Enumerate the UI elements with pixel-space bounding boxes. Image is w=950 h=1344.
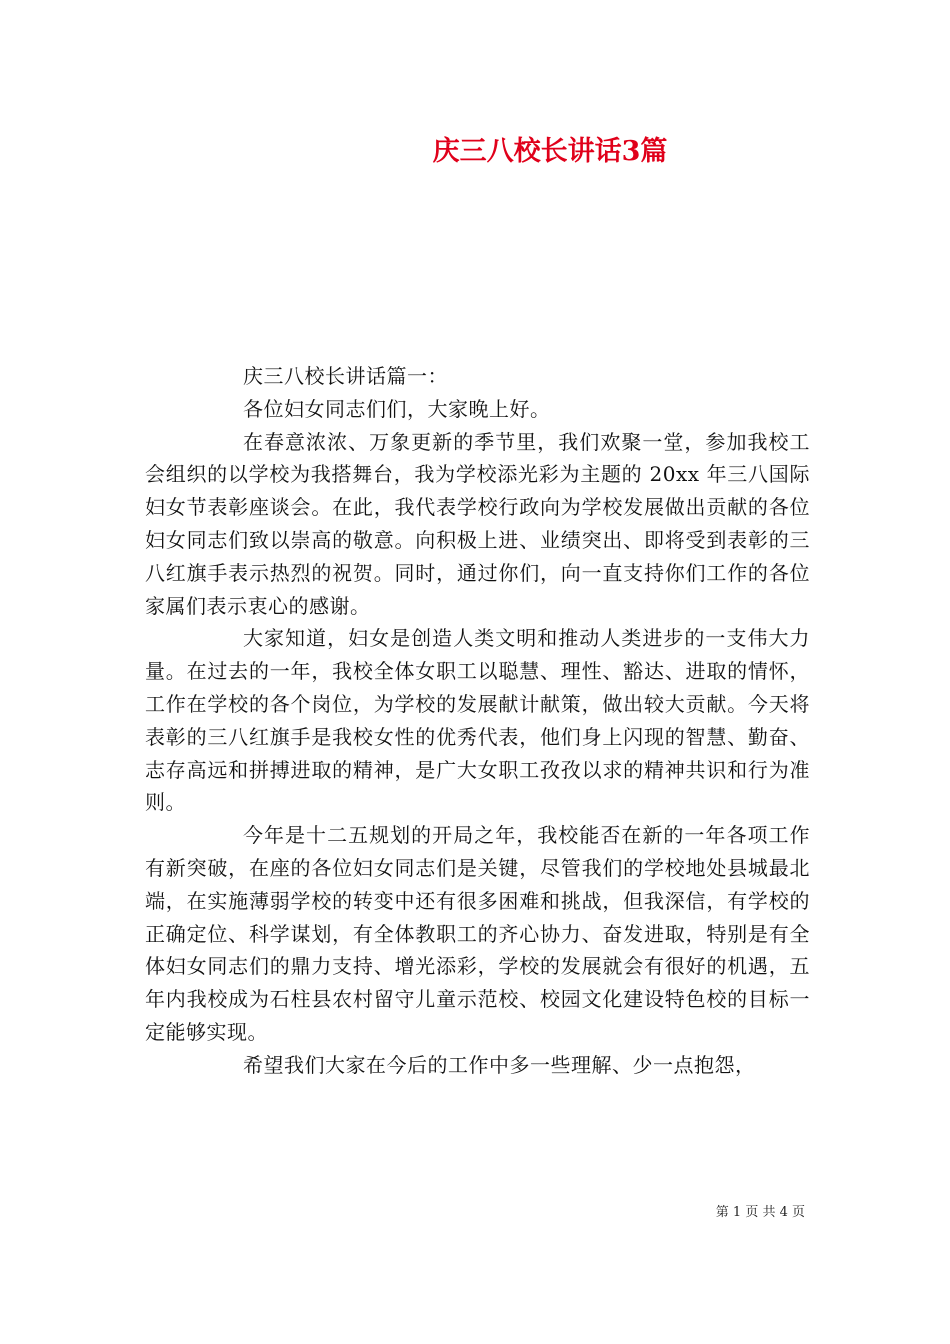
section-heading: 庆三八校长讲话篇一： <box>243 364 448 388</box>
page-footer: 第 1 页 共 4 页 <box>715 1205 805 1220</box>
document-body <box>145 360 810 1082</box>
paragraph-1: 在春意浓浓、万象更新的季节里，我们欢聚一堂，参加我校工会组织的以学校为我搭舞台，我为学校添光彩为主题的 20xx 年三八国际妇女节表彰座谈会。在此，我代表学校行政向为学校发展做出贡献的各位妇女同志们致以崇高的敬意。向积极上进、业绩突出、即将受到表彰的三八红旗手表示热烈的祝贺。同时，通过你们，向一直支持你们工作的各位家属们表示衷心的感谢。 <box>145 429 810 618</box>
paragraph-4: 希望我们大家在今后的工作中多一些理解、少一点抱怨， <box>243 1052 756 1077</box>
paragraph-greeting: 各位妇女同志们们，大家晚上好。 <box>243 396 551 421</box>
paragraph-3: 今年是十二五规划的开局之年，我校能否在新的一年各项工作有新突破，在座的各位妇女同志们是关键，尽管我们的学校地处县城最北端，在实施薄弱学校的转变中还有很多困难和挑战，但我深信，有学校的正确定位、科学谋划，有全体教职工的齐心协力、奋发进取，特别是有全体妇女同志们的鼎力支持、增光添彩，学校的发展就会有很好的机遇，五年内我校成为石柱县农村留守儿童示范校、校园文化建设特色校的目标一定能够实现。 <box>145 823 810 1044</box>
document-title: 庆三八校长讲话3篇 <box>432 136 668 167</box>
paragraph-2: 大家知道，妇女是创造人类文明和推动人类进步的一支伟大力量。在过去的一年，我校全体女职工以聪慧、理性、豁达、进取的情怀，工作在学校的各个岗位，为学校的发展献计献策，做出较大贡献。今天将表彰的三八红旗手是我校女性的优秀代表，他们身上闪现的智慧、勤奋、志存高远和拼搏进取的精神，是广大女职工孜孜以求的精神共识和行为准则。 <box>145 626 810 815</box>
